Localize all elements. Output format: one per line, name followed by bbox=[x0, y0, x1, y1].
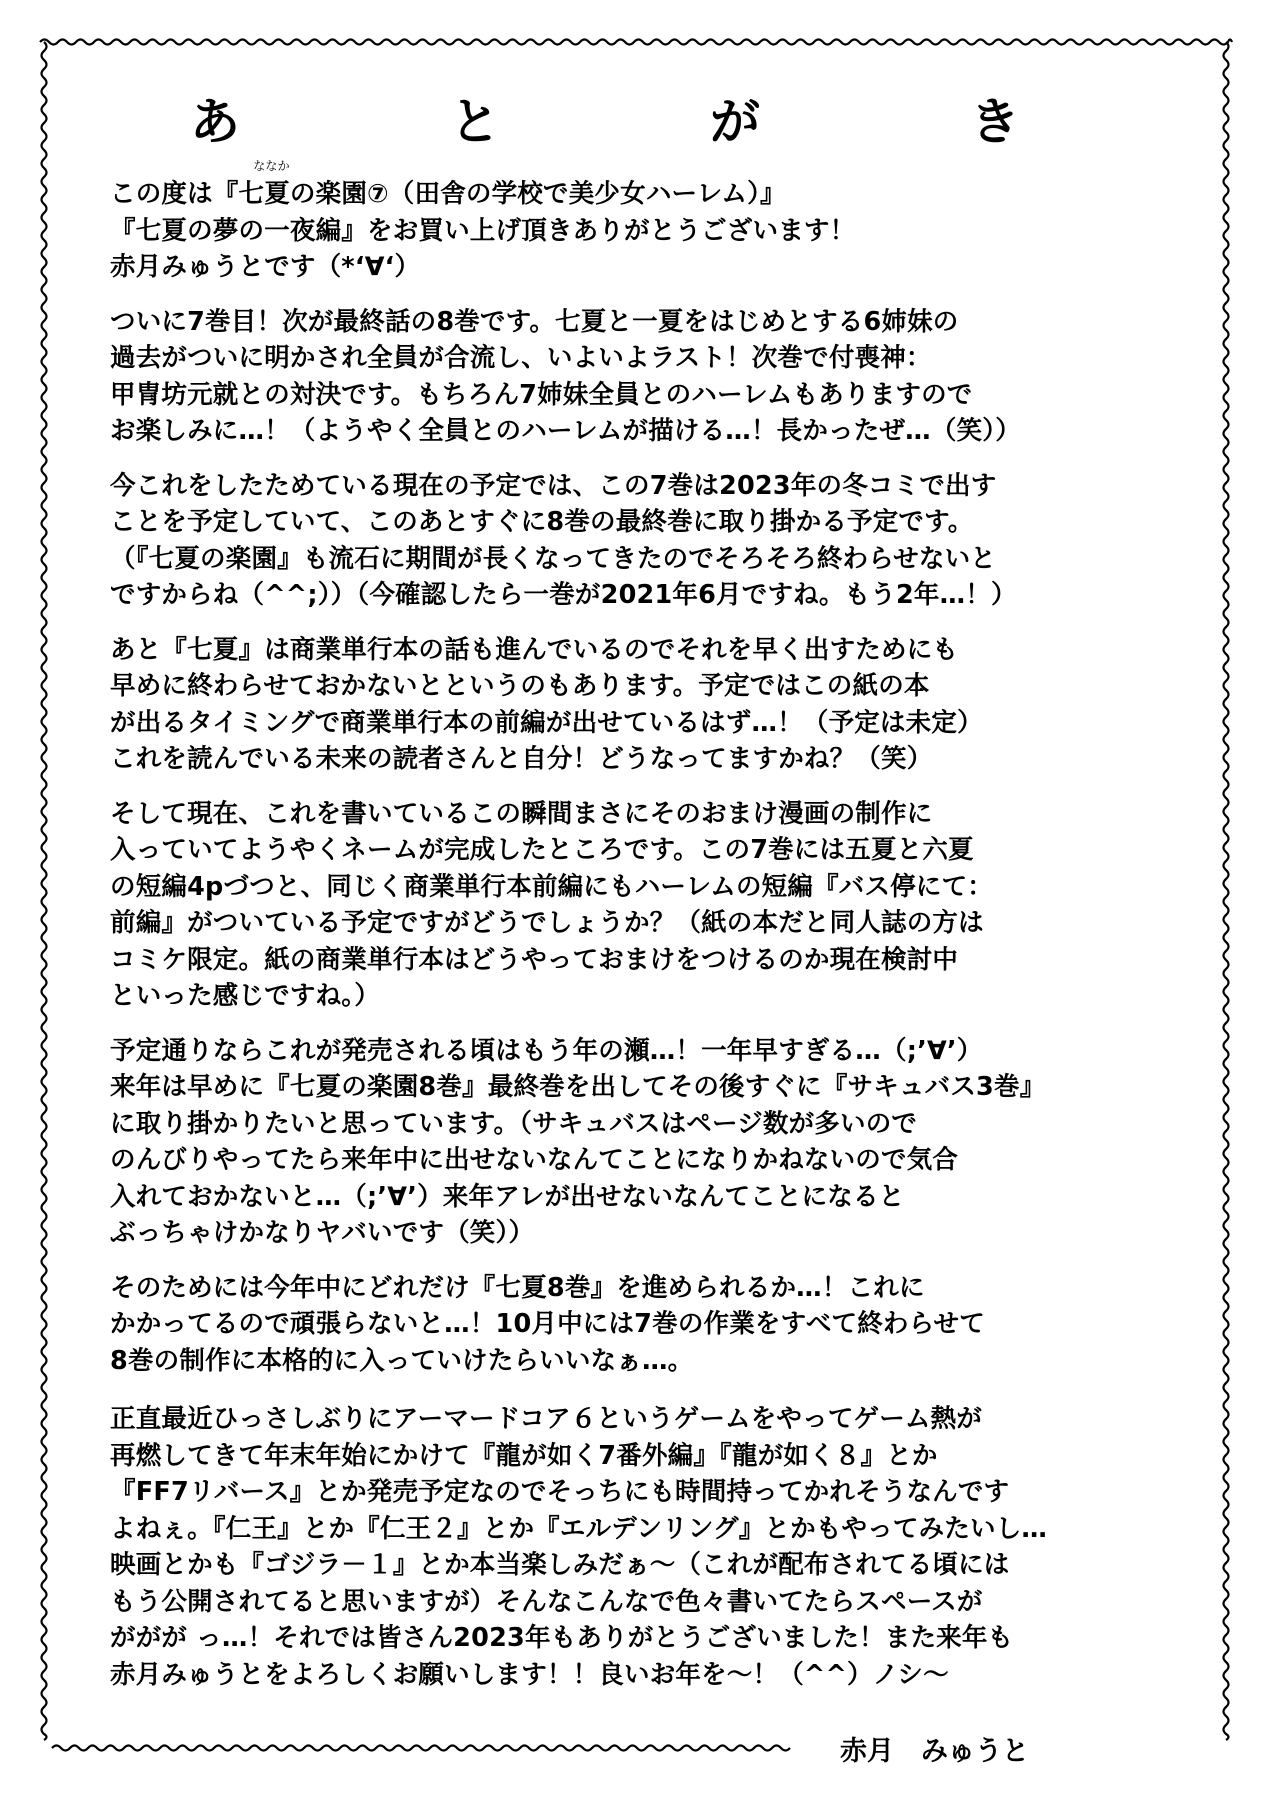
text-line: 『FF7リバース』とか発売予定なのでそっちにも時間持ってかれそうなんです bbox=[110, 1477, 1010, 1507]
text-line: お楽しみに…！（ようやく全員とのハーレムが描ける…！長かったぜ…（笑）） bbox=[110, 416, 1021, 446]
text-line: そのためには今年中にどれだけ『七夏8巻』を進められるか…！これに bbox=[110, 1272, 925, 1303]
page-title bbox=[185, 92, 1025, 152]
text-line: そして現在、これを書いているこの瞬間まさにそのおまけ漫画の制作に bbox=[110, 798, 933, 829]
text-line: あと『七夏』は商業単行本の話も進んでいるのでそれを早く出すためにも bbox=[110, 634, 959, 665]
paragraph bbox=[110, 1270, 1140, 1380]
title-char: と bbox=[450, 93, 500, 151]
text-line: 前編』がついている予定ですがどうでしょうか？（紙の本だと同人誌の方は bbox=[110, 908, 984, 938]
ruby-annotation: ななか bbox=[253, 159, 290, 173]
text-line: ががが っ…！それでは皆さん2023年もありがとうございました！また来年も bbox=[110, 1623, 1014, 1653]
text-line: に取り掛かりたいと思っています。（サキュバスはページ数が多いので bbox=[110, 1108, 918, 1139]
wavy-border-top bbox=[40, 40, 1232, 45]
text-line: 早めに終わらせておかないとというのもあります。予定ではこの紙の本 bbox=[110, 671, 930, 701]
text-line: のんびりやってたら来年中に出せないなんてことになりかねないので気合 bbox=[110, 1145, 959, 1175]
text-line: といった感じですね。） bbox=[110, 981, 380, 1011]
text-line: 入っていてようやくネームが完成したところです。この7巻には五夏と六夏 bbox=[110, 835, 974, 865]
text-line: （『七夏の楽園』も流石に期間が長くなってきたのでそろそろ終わらせないと bbox=[110, 543, 996, 574]
paragraph bbox=[110, 632, 1140, 778]
text-line: 予定通りならこれが発売される頃はもう年の瀬…！一年早すぎる…（;’∀’） bbox=[110, 1035, 983, 1066]
text-line: 8巻の制作に本格的に入っていけたらいいなぁ…。 bbox=[110, 1345, 694, 1376]
text-line: 再燃してきて年末年始にかけて『龍が如く7番外編』『龍が如く８』とか bbox=[110, 1440, 938, 1471]
text-line: 過去がついに明かされ全員が合流し、いよいよラスト！次巻で付喪神： bbox=[110, 343, 932, 373]
text-line: 映画とかも『ゴジラ－１』とか本当楽しみだぁ～（これが配布されてる頃には bbox=[110, 1550, 1010, 1580]
ruby-base: 七夏 ななか bbox=[238, 159, 290, 209]
paragraph bbox=[110, 1033, 1140, 1252]
text-line: 甲冑坊元就との対決です。もちろん7姉妹全員とのハーレムもありますので bbox=[110, 379, 973, 410]
paragraph bbox=[110, 159, 1140, 286]
text-line: この度は『七夏 ななか の楽園⑦（田舎の学校で美少女ハーレム）』 bbox=[110, 176, 1140, 213]
text-line: 赤月みゅうとです（*‘∀‘） bbox=[110, 252, 421, 282]
title-char: き bbox=[970, 93, 1020, 151]
text-line: ついに7巻目！次が最終話の8巻です。七夏と一夏をはじめとする6姉妹の bbox=[110, 306, 959, 337]
text-line: の短編4pづつと、同じく商業単行本前編にもハーレムの短編『バス停にて： bbox=[110, 871, 993, 902]
paragraph bbox=[110, 1401, 1140, 1693]
text-line: が出るタイミングで商業単行本の前編が出せているはず…！（予定は未定） bbox=[110, 707, 983, 738]
text-line: 入れておかないと…（;’∀’）来年アレが出せないなんてことになると bbox=[110, 1181, 905, 1212]
text-line: もう公開されてると思いますが）そんなこんなで色々書いてたらスペースが bbox=[110, 1586, 983, 1617]
afterword-body bbox=[110, 159, 1140, 1715]
text-line: ですからね（^^;））（今確認したら一巻が2021年6月ですね。もう2年…！） bbox=[110, 580, 1017, 610]
text-line: 『七夏の夢の一夜編』をお買い上げ頂きありがとうございます！ bbox=[110, 215, 856, 246]
paragraph bbox=[110, 468, 1140, 614]
paragraph bbox=[110, 796, 1140, 1015]
title-char: が bbox=[710, 93, 760, 151]
paragraph bbox=[110, 304, 1140, 450]
text-line: 正直最近ひっさしぶりにアーマードコア６というゲームをやってゲーム熱が bbox=[110, 1404, 983, 1434]
text-line: よねぇ。『仁王』とか『仁王２』とか『エルデンリング』とかもやってみたいし… bbox=[110, 1513, 1048, 1544]
text-line: 今これをしたためている現在の予定では、この7巻は2023年の冬コミで出す bbox=[110, 470, 997, 501]
text-line: 来年は早めに『七夏の楽園8巻』最終巻を出してその後すぐに『サキュバス3巻』 bbox=[110, 1072, 1046, 1102]
text-line: ぶっちゃけかなりヤバいです（笑）） bbox=[110, 1218, 535, 1248]
wavy-border-bottom bbox=[52, 1746, 790, 1751]
text-line: 赤月みゅうとをよろしくお願いします！！良いお年を～！（^^）ノシ～ bbox=[110, 1659, 949, 1690]
text-line: かかってるので頑張らないと…！10月中には7巻の作業をすべて終わらせて bbox=[110, 1309, 985, 1339]
text-line: これを読んでいる未来の読者さんと自分！どうなってますかね？（笑） bbox=[110, 744, 933, 774]
title-char: あ bbox=[190, 93, 240, 151]
author-signature: 赤月 みゅうと bbox=[840, 1736, 1029, 1767]
wavy-border-left bbox=[42, 42, 47, 1740]
text-line: コミケ限定。紙の商業単行本はどうやっておまけをつけるのか現在検討中 bbox=[110, 944, 959, 975]
wavy-border-right bbox=[1224, 42, 1229, 1740]
text-line: ことを予定していて、このあとすぐに8巻の最終巻に取り掛かる予定です。 bbox=[110, 507, 974, 537]
